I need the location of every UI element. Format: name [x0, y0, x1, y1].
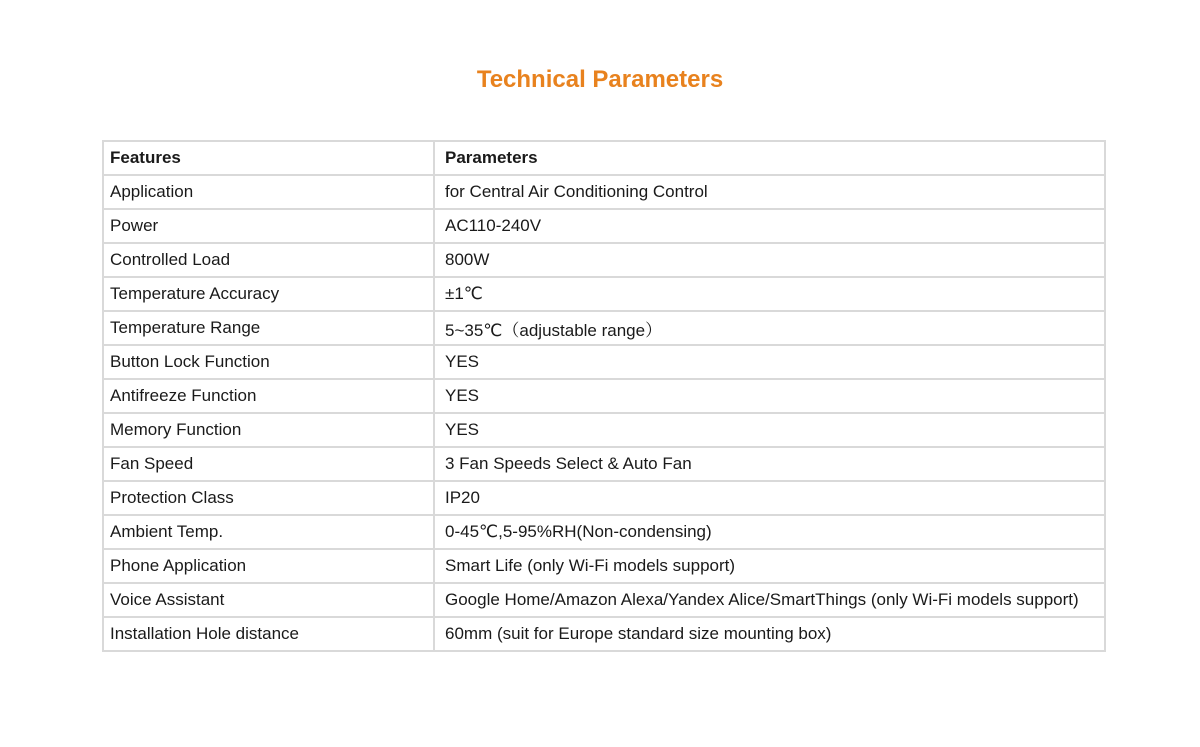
table-row	[103, 617, 1105, 651]
page-title: Technical Parameters	[476, 66, 724, 93]
parameter-cell: YES	[434, 413, 1105, 447]
header-parameters: Parameters	[434, 141, 1105, 175]
table-row	[103, 447, 1105, 481]
parameter-cell: 3 Fan Speeds Select & Auto Fan	[434, 447, 1105, 481]
feature-cell: Button Lock Function	[103, 345, 434, 379]
table-row	[103, 175, 1105, 209]
header-features: Features	[103, 141, 434, 175]
feature-cell: Memory Function	[103, 413, 434, 447]
parameter-cell: Smart Life (only Wi-Fi models support)	[434, 549, 1105, 583]
table-row	[103, 549, 1105, 583]
feature-cell: Fan Speed	[103, 447, 434, 481]
table-row	[103, 583, 1105, 617]
table-row	[103, 209, 1105, 243]
feature-cell: Controlled Load	[103, 243, 434, 277]
table-row	[103, 345, 1105, 379]
parameter-cell: IP20	[434, 481, 1105, 515]
parameter-cell: Google Home/Amazon Alexa/Yandex Alice/SmartThings (only Wi-Fi models support)	[434, 583, 1105, 617]
feature-cell: Protection Class	[103, 481, 434, 515]
feature-cell: Temperature Range	[103, 311, 434, 345]
table-row	[103, 379, 1105, 413]
feature-cell: Temperature Accuracy	[103, 277, 434, 311]
parameter-cell: 0-45℃,5-95%RH(Non-condensing)	[434, 515, 1105, 549]
parameter-cell: for Central Air Conditioning Control	[434, 175, 1105, 209]
parameter-cell: ±1℃	[434, 277, 1105, 311]
feature-cell: Power	[103, 209, 434, 243]
parameter-cell: 800W	[434, 243, 1105, 277]
table-row	[103, 413, 1105, 447]
table-row	[103, 243, 1105, 277]
table-row	[103, 515, 1105, 549]
spec-table	[102, 140, 1106, 652]
table-row	[103, 311, 1105, 345]
parameter-cell: 5~35℃（adjustable range）	[434, 311, 1105, 345]
table-header-row	[103, 141, 1105, 175]
feature-cell: Installation Hole distance	[103, 617, 434, 651]
parameter-cell: YES	[434, 345, 1105, 379]
parameter-cell: 60mm (suit for Europe standard size mounting box)	[434, 617, 1105, 651]
feature-cell: Application	[103, 175, 434, 209]
table-row	[103, 481, 1105, 515]
parameter-cell: YES	[434, 379, 1105, 413]
parameter-cell: AC110-240V	[434, 209, 1105, 243]
table-row	[103, 277, 1105, 311]
feature-cell: Phone Application	[103, 549, 434, 583]
feature-cell: Voice Assistant	[103, 583, 434, 617]
feature-cell: Antifreeze Function	[103, 379, 434, 413]
feature-cell: Ambient Temp.	[103, 515, 434, 549]
